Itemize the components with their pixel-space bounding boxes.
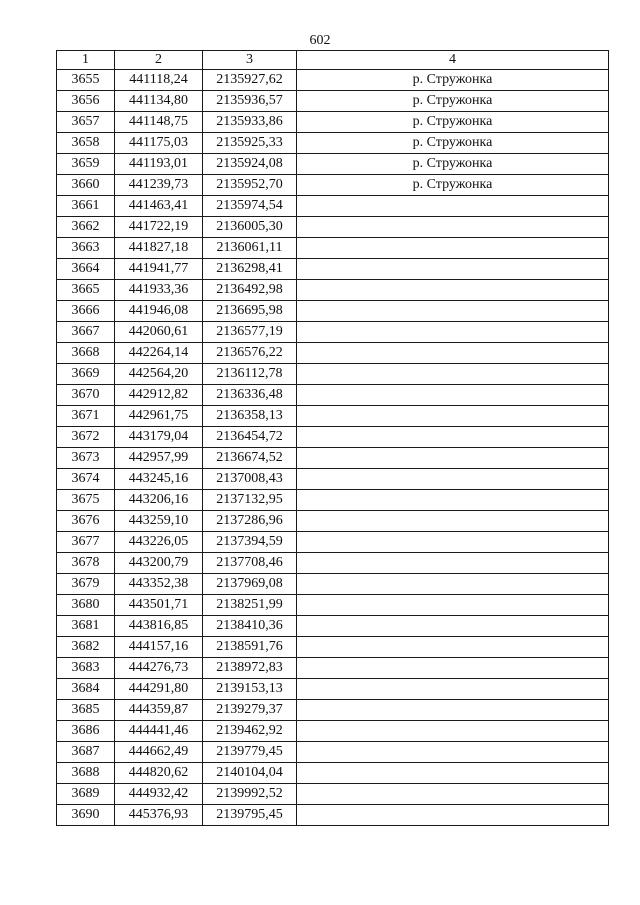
description-cell: р. Стружонка <box>297 175 609 196</box>
table-header-row <box>57 51 609 70</box>
x-coordinate-cell: 442912,82 <box>115 385 203 406</box>
point-number-cell: 3682 <box>57 637 115 658</box>
description-cell <box>297 742 609 763</box>
table-row <box>57 721 609 742</box>
x-coordinate-cell: 444157,16 <box>115 637 203 658</box>
point-number-cell: 3685 <box>57 700 115 721</box>
x-coordinate-cell: 443352,38 <box>115 574 203 595</box>
y-coordinate-cell: 2136454,72 <box>203 427 297 448</box>
x-coordinate-cell: 444662,49 <box>115 742 203 763</box>
table-row <box>57 637 609 658</box>
description-cell <box>297 217 609 238</box>
point-number-cell: 3681 <box>57 616 115 637</box>
x-coordinate-cell: 443206,16 <box>115 490 203 511</box>
point-number-cell: 3677 <box>57 532 115 553</box>
table-row <box>57 784 609 805</box>
point-number-cell: 3660 <box>57 175 115 196</box>
x-coordinate-cell: 444291,80 <box>115 679 203 700</box>
x-coordinate-cell: 442564,20 <box>115 364 203 385</box>
y-coordinate-cell: 2135927,62 <box>203 70 297 91</box>
y-coordinate-cell: 2136577,19 <box>203 322 297 343</box>
x-coordinate-cell: 444932,42 <box>115 784 203 805</box>
table-row <box>57 343 609 364</box>
description-cell <box>297 679 609 700</box>
column-header-2: 2 <box>115 51 203 70</box>
table-row <box>57 763 609 784</box>
column-header-1: 1 <box>57 51 115 70</box>
point-number-cell: 3672 <box>57 427 115 448</box>
description-cell <box>297 553 609 574</box>
y-coordinate-cell: 2135974,54 <box>203 196 297 217</box>
table-row <box>57 427 609 448</box>
point-number-cell: 3690 <box>57 805 115 826</box>
y-coordinate-cell: 2139992,52 <box>203 784 297 805</box>
point-number-cell: 3686 <box>57 721 115 742</box>
point-number-cell: 3673 <box>57 448 115 469</box>
y-coordinate-cell: 2137008,43 <box>203 469 297 490</box>
table-row <box>57 301 609 322</box>
x-coordinate-cell: 444359,87 <box>115 700 203 721</box>
description-cell: р. Стружонка <box>297 91 609 112</box>
y-coordinate-cell: 2136061,11 <box>203 238 297 259</box>
point-number-cell: 3656 <box>57 91 115 112</box>
y-coordinate-cell: 2137394,59 <box>203 532 297 553</box>
point-number-cell: 3667 <box>57 322 115 343</box>
y-coordinate-cell: 2137286,96 <box>203 511 297 532</box>
x-coordinate-cell: 443200,79 <box>115 553 203 574</box>
table-row <box>57 658 609 679</box>
coordinates-table <box>56 50 609 826</box>
x-coordinate-cell: 442957,99 <box>115 448 203 469</box>
description-cell <box>297 322 609 343</box>
point-number-cell: 3688 <box>57 763 115 784</box>
x-coordinate-cell: 443816,85 <box>115 616 203 637</box>
table-row <box>57 469 609 490</box>
y-coordinate-cell: 2135924,08 <box>203 154 297 175</box>
x-coordinate-cell: 444820,62 <box>115 763 203 784</box>
description-cell <box>297 280 609 301</box>
point-number-cell: 3670 <box>57 385 115 406</box>
x-coordinate-cell: 441239,73 <box>115 175 203 196</box>
description-cell <box>297 406 609 427</box>
point-number-cell: 3665 <box>57 280 115 301</box>
point-number-cell: 3679 <box>57 574 115 595</box>
table-row <box>57 217 609 238</box>
column-header-4: 4 <box>297 51 609 70</box>
description-cell <box>297 637 609 658</box>
table-row <box>57 280 609 301</box>
description-cell <box>297 364 609 385</box>
point-number-cell: 3661 <box>57 196 115 217</box>
point-number-cell: 3674 <box>57 469 115 490</box>
table-row <box>57 175 609 196</box>
description-cell <box>297 259 609 280</box>
y-coordinate-cell: 2136358,13 <box>203 406 297 427</box>
y-coordinate-cell: 2137708,46 <box>203 553 297 574</box>
table-row <box>57 364 609 385</box>
x-coordinate-cell: 442961,75 <box>115 406 203 427</box>
x-coordinate-cell: 441148,75 <box>115 112 203 133</box>
x-coordinate-cell: 444276,73 <box>115 658 203 679</box>
x-coordinate-cell: 441193,01 <box>115 154 203 175</box>
table-row <box>57 574 609 595</box>
table-row <box>57 805 609 826</box>
description-cell: р. Стружонка <box>297 70 609 91</box>
point-number-cell: 3664 <box>57 259 115 280</box>
y-coordinate-cell: 2138591,76 <box>203 637 297 658</box>
table-row <box>57 490 609 511</box>
table-row <box>57 532 609 553</box>
table-row <box>57 91 609 112</box>
description-cell <box>297 700 609 721</box>
y-coordinate-cell: 2136298,41 <box>203 259 297 280</box>
table-row <box>57 385 609 406</box>
table-row <box>57 133 609 154</box>
description-cell <box>297 805 609 826</box>
description-cell <box>297 490 609 511</box>
y-coordinate-cell: 2136112,78 <box>203 364 297 385</box>
point-number-cell: 3657 <box>57 112 115 133</box>
x-coordinate-cell: 441722,19 <box>115 217 203 238</box>
description-cell <box>297 343 609 364</box>
y-coordinate-cell: 2137132,95 <box>203 490 297 511</box>
description-cell <box>297 763 609 784</box>
y-coordinate-cell: 2139462,92 <box>203 721 297 742</box>
y-coordinate-cell: 2139795,45 <box>203 805 297 826</box>
description-cell: р. Стружонка <box>297 154 609 175</box>
point-number-cell: 3676 <box>57 511 115 532</box>
description-cell <box>297 511 609 532</box>
point-number-cell: 3668 <box>57 343 115 364</box>
page-number: 602 <box>309 33 331 48</box>
x-coordinate-cell: 441827,18 <box>115 238 203 259</box>
description-cell <box>297 532 609 553</box>
point-number-cell: 3687 <box>57 742 115 763</box>
x-coordinate-cell: 442060,61 <box>115 322 203 343</box>
x-coordinate-cell: 441941,77 <box>115 259 203 280</box>
table-row <box>57 238 609 259</box>
y-coordinate-cell: 2136492,98 <box>203 280 297 301</box>
table-row <box>57 448 609 469</box>
x-coordinate-cell: 441118,24 <box>115 70 203 91</box>
description-cell <box>297 721 609 742</box>
y-coordinate-cell: 2136674,52 <box>203 448 297 469</box>
description-cell <box>297 616 609 637</box>
y-coordinate-cell: 2138410,36 <box>203 616 297 637</box>
table-row <box>57 112 609 133</box>
table-row <box>57 595 609 616</box>
table-row <box>57 511 609 532</box>
description-cell <box>297 595 609 616</box>
table-row <box>57 154 609 175</box>
y-coordinate-cell: 2135933,86 <box>203 112 297 133</box>
x-coordinate-cell: 443179,04 <box>115 427 203 448</box>
point-number-cell: 3658 <box>57 133 115 154</box>
y-coordinate-cell: 2140104,04 <box>203 763 297 784</box>
point-number-cell: 3669 <box>57 364 115 385</box>
point-number-cell: 3675 <box>57 490 115 511</box>
y-coordinate-cell: 2135936,57 <box>203 91 297 112</box>
description-cell: р. Стружонка <box>297 112 609 133</box>
column-header-3: 3 <box>203 51 297 70</box>
x-coordinate-cell: 444441,46 <box>115 721 203 742</box>
point-number-cell: 3662 <box>57 217 115 238</box>
y-coordinate-cell: 2136336,48 <box>203 385 297 406</box>
point-number-cell: 3683 <box>57 658 115 679</box>
table-row <box>57 70 609 91</box>
y-coordinate-cell: 2137969,08 <box>203 574 297 595</box>
point-number-cell: 3689 <box>57 784 115 805</box>
y-coordinate-cell: 2139153,13 <box>203 679 297 700</box>
description-cell <box>297 427 609 448</box>
table-body <box>57 70 609 826</box>
point-number-cell: 3678 <box>57 553 115 574</box>
y-coordinate-cell: 2135925,33 <box>203 133 297 154</box>
x-coordinate-cell: 441946,08 <box>115 301 203 322</box>
y-coordinate-cell: 2136695,98 <box>203 301 297 322</box>
table-row <box>57 196 609 217</box>
description-cell <box>297 658 609 679</box>
point-number-cell: 3680 <box>57 595 115 616</box>
table-row <box>57 259 609 280</box>
description-cell <box>297 196 609 217</box>
x-coordinate-cell: 442264,14 <box>115 343 203 364</box>
description-cell <box>297 238 609 259</box>
description-cell <box>297 385 609 406</box>
description-cell <box>297 469 609 490</box>
table-row <box>57 742 609 763</box>
point-number-cell: 3659 <box>57 154 115 175</box>
y-coordinate-cell: 2136005,30 <box>203 217 297 238</box>
table-row <box>57 406 609 427</box>
x-coordinate-cell: 443245,16 <box>115 469 203 490</box>
description-cell <box>297 301 609 322</box>
x-coordinate-cell: 443226,05 <box>115 532 203 553</box>
y-coordinate-cell: 2135952,70 <box>203 175 297 196</box>
point-number-cell: 3663 <box>57 238 115 259</box>
description-cell <box>297 784 609 805</box>
y-coordinate-cell: 2138972,83 <box>203 658 297 679</box>
x-coordinate-cell: 441134,80 <box>115 91 203 112</box>
table-row <box>57 322 609 343</box>
point-number-cell: 3655 <box>57 70 115 91</box>
description-cell <box>297 574 609 595</box>
point-number-cell: 3671 <box>57 406 115 427</box>
y-coordinate-cell: 2139779,45 <box>203 742 297 763</box>
x-coordinate-cell: 441175,03 <box>115 133 203 154</box>
table-row <box>57 679 609 700</box>
point-number-cell: 3684 <box>57 679 115 700</box>
x-coordinate-cell: 441933,36 <box>115 280 203 301</box>
point-number-cell: 3666 <box>57 301 115 322</box>
description-cell <box>297 448 609 469</box>
y-coordinate-cell: 2139279,37 <box>203 700 297 721</box>
y-coordinate-cell: 2136576,22 <box>203 343 297 364</box>
table-row <box>57 616 609 637</box>
x-coordinate-cell: 441463,41 <box>115 196 203 217</box>
table-row <box>57 553 609 574</box>
x-coordinate-cell: 443259,10 <box>115 511 203 532</box>
table-row <box>57 700 609 721</box>
description-cell: р. Стружонка <box>297 133 609 154</box>
x-coordinate-cell: 443501,71 <box>115 595 203 616</box>
y-coordinate-cell: 2138251,99 <box>203 595 297 616</box>
x-coordinate-cell: 445376,93 <box>115 805 203 826</box>
